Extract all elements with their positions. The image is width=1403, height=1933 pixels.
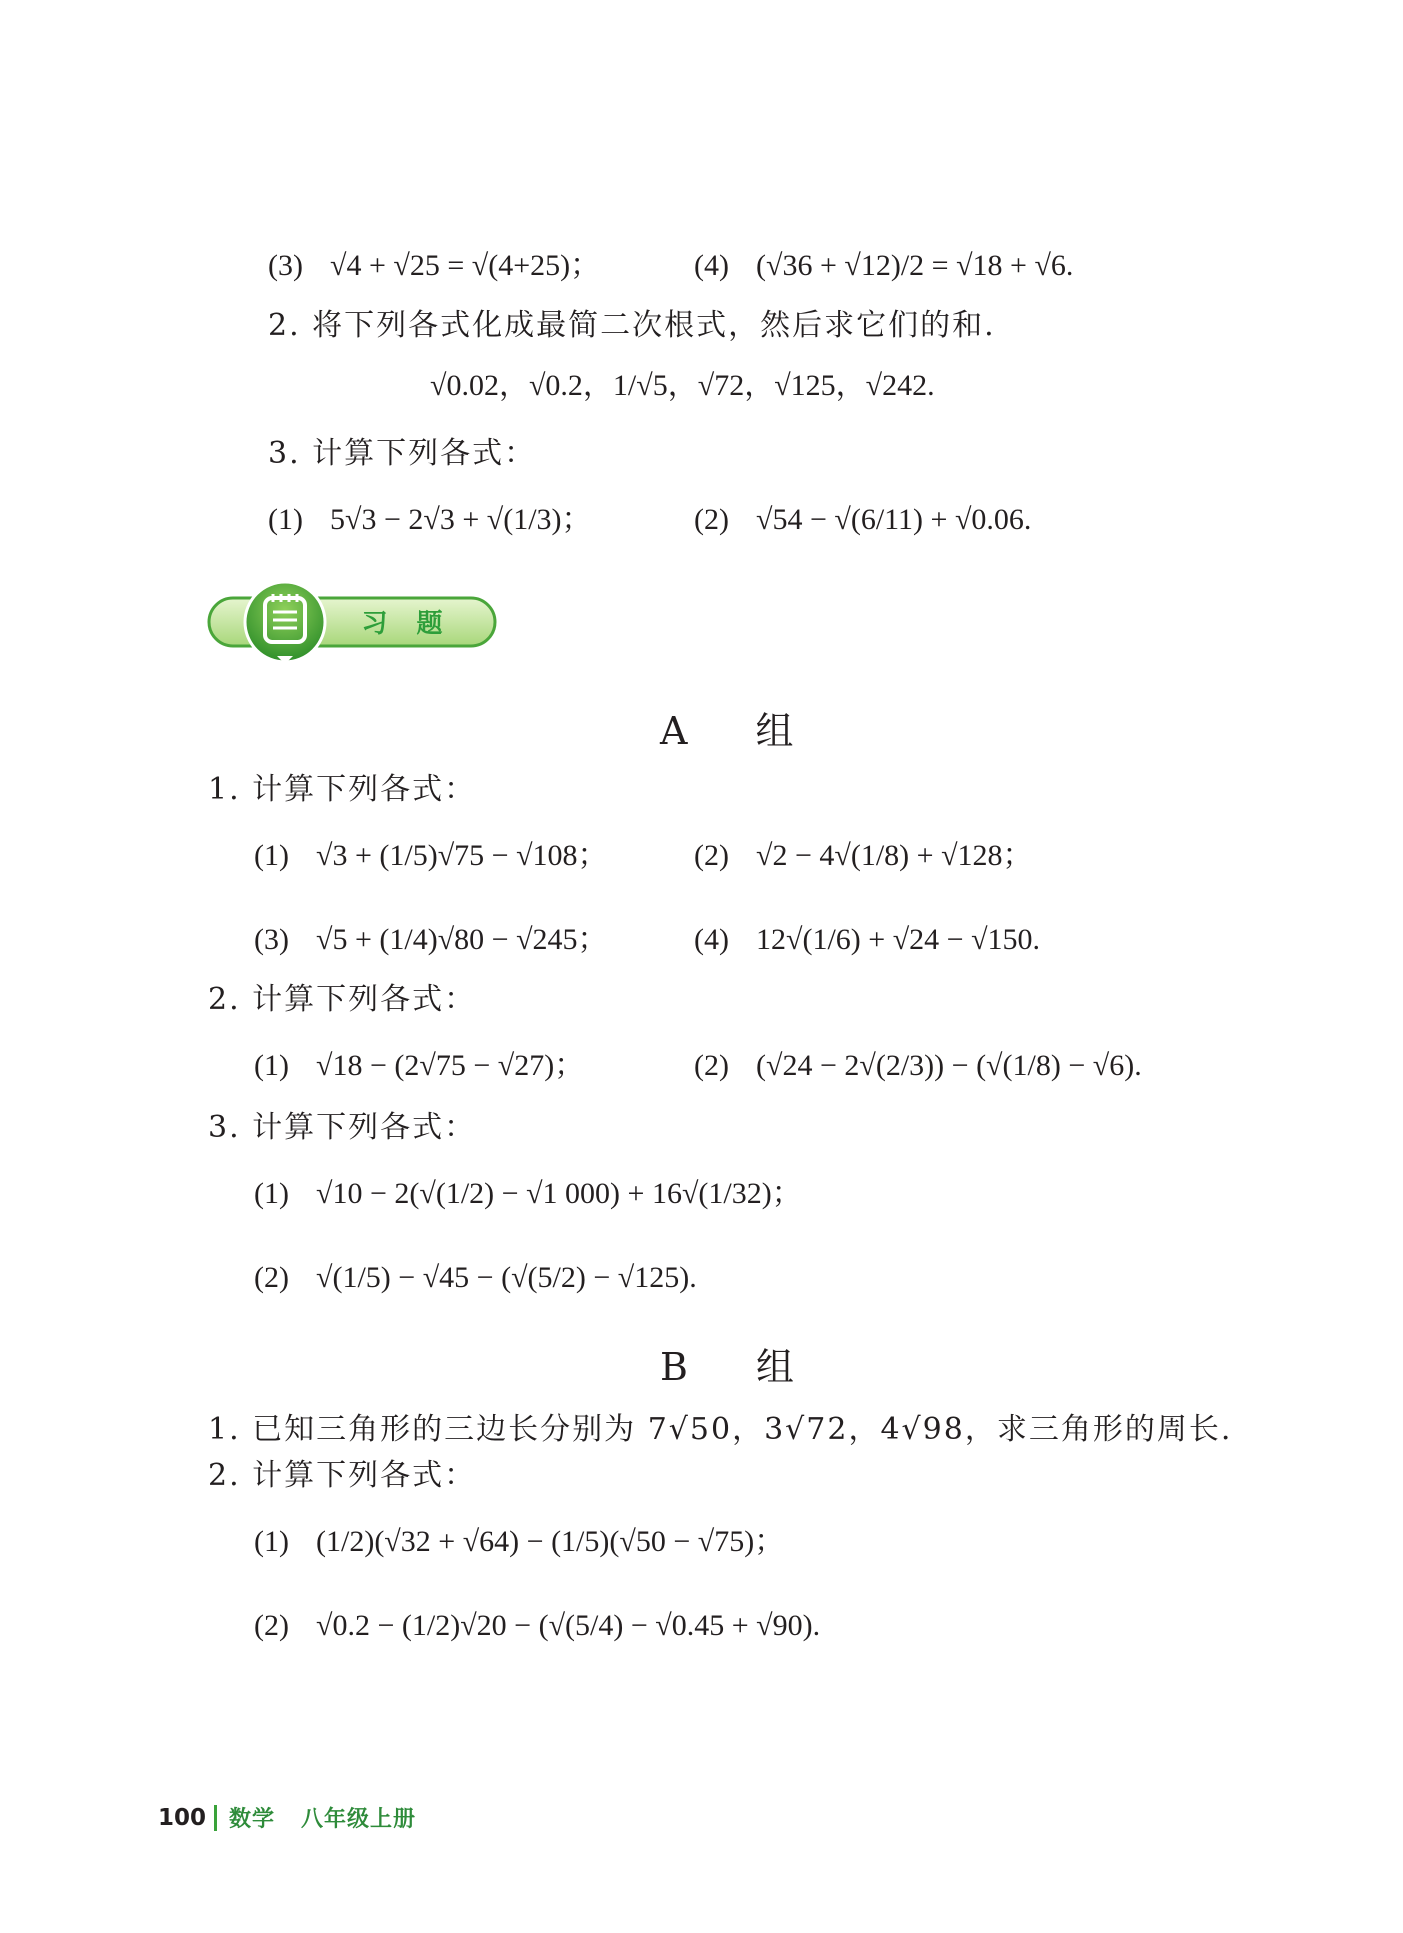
banner-label: 习 题 (361, 609, 453, 639)
group-b-q2-heading: 2. 计算下列各式： (208, 1458, 477, 1493)
book-grade: 八年级上册 (301, 1807, 417, 1832)
q3-item-1-label: (1) (268, 503, 303, 536)
a-q2-item-1-label: (1) (254, 1049, 289, 1082)
exercise-3-expr: √4 + √25 = √(4+25)； (330, 249, 601, 282)
a-q3-item-2-label: (2) (254, 1261, 289, 1294)
a-q1-item-3-expr: √5 + (1/4)√80 − √245； (316, 923, 608, 956)
b-q2-item-1-label: (1) (254, 1525, 289, 1558)
a-q1-item-4-expr: 12√(1/6) + √24 − √150. (756, 923, 1041, 956)
book-subject: 数学 (229, 1807, 276, 1832)
a-q1-item-1-label: (1) (254, 839, 289, 872)
a-q1-item-2-label: (2) (694, 839, 729, 872)
a-q2-item-2-expr: (√24 − 2√(2/3)) − (√(1/8) − √6). (756, 1049, 1142, 1082)
question-2-heading: 2. 将下列各式化成最简二次根式，然后求它们的和. (268, 308, 996, 343)
a-q1-item-3-label: (3) (254, 923, 289, 956)
q3-item-2-label: (2) (694, 503, 729, 536)
a-q2-item-2-label: (2) (694, 1049, 729, 1082)
group-a-q1-heading: 1. 计算下列各式： (208, 772, 477, 807)
a-q1-item-2-expr: √2 − 4√(1/8) + √128； (756, 839, 1033, 872)
q3-item-2-expr: √54 − √(6/11) + √0.06. (756, 503, 1032, 536)
a-q3-item-1-expr: √10 − 2(√(1/2) − √1 000) + 16√(1/32)； (316, 1177, 802, 1210)
exercise-3-label: (3) (268, 249, 303, 282)
b-q2-item-2-expr: √0.2 − (1/2)√20 − (√(5/4) − √0.45 + √90). (316, 1609, 821, 1642)
a-q3-item-2-expr: √(1/5) − √45 − (√(5/2) − √125). (316, 1261, 697, 1294)
footer-divider (214, 1805, 217, 1831)
group-b-q1: 1. 已知三角形的三边长分别为 7√50，3√72，4√98，求三角形的周长. (208, 1412, 1233, 1447)
q3-item-1-expr: 5√3 − 2√3 + √(1/3)； (330, 503, 592, 536)
exercise-4-expr: (√36 + √12)/2 = √18 + √6. (756, 249, 1074, 282)
exercise-4-label: (4) (694, 249, 729, 282)
b-q2-item-2-label: (2) (254, 1609, 289, 1642)
group-b-title: B 组 (660, 1345, 823, 1389)
a-q2-item-1-expr: √18 − (2√75 − √27)； (316, 1049, 585, 1082)
group-a-title: A 组 (660, 709, 822, 753)
question-3-heading: 3. 计算下列各式： (268, 436, 537, 471)
group-a-q3-heading: 3. 计算下列各式： (208, 1110, 477, 1145)
a-q1-item-1-expr: √3 + (1/5)√75 − √108； (316, 839, 608, 872)
a-q3-item-1-label: (1) (254, 1177, 289, 1210)
b-q2-item-1-expr: (1/2)(√32 + √64) − (1/5)(√50 − √75)； (316, 1525, 785, 1558)
page-number: 100 (158, 1804, 207, 1831)
a-q1-item-4-label: (4) (694, 923, 729, 956)
group-a-q2-heading: 2. 计算下列各式： (208, 982, 477, 1017)
page-footer (158, 1802, 416, 1833)
question-2-expr: √0.02，√0.2，1/√5，√72，√125，√242. (430, 369, 935, 402)
exercise-banner (207, 578, 499, 670)
